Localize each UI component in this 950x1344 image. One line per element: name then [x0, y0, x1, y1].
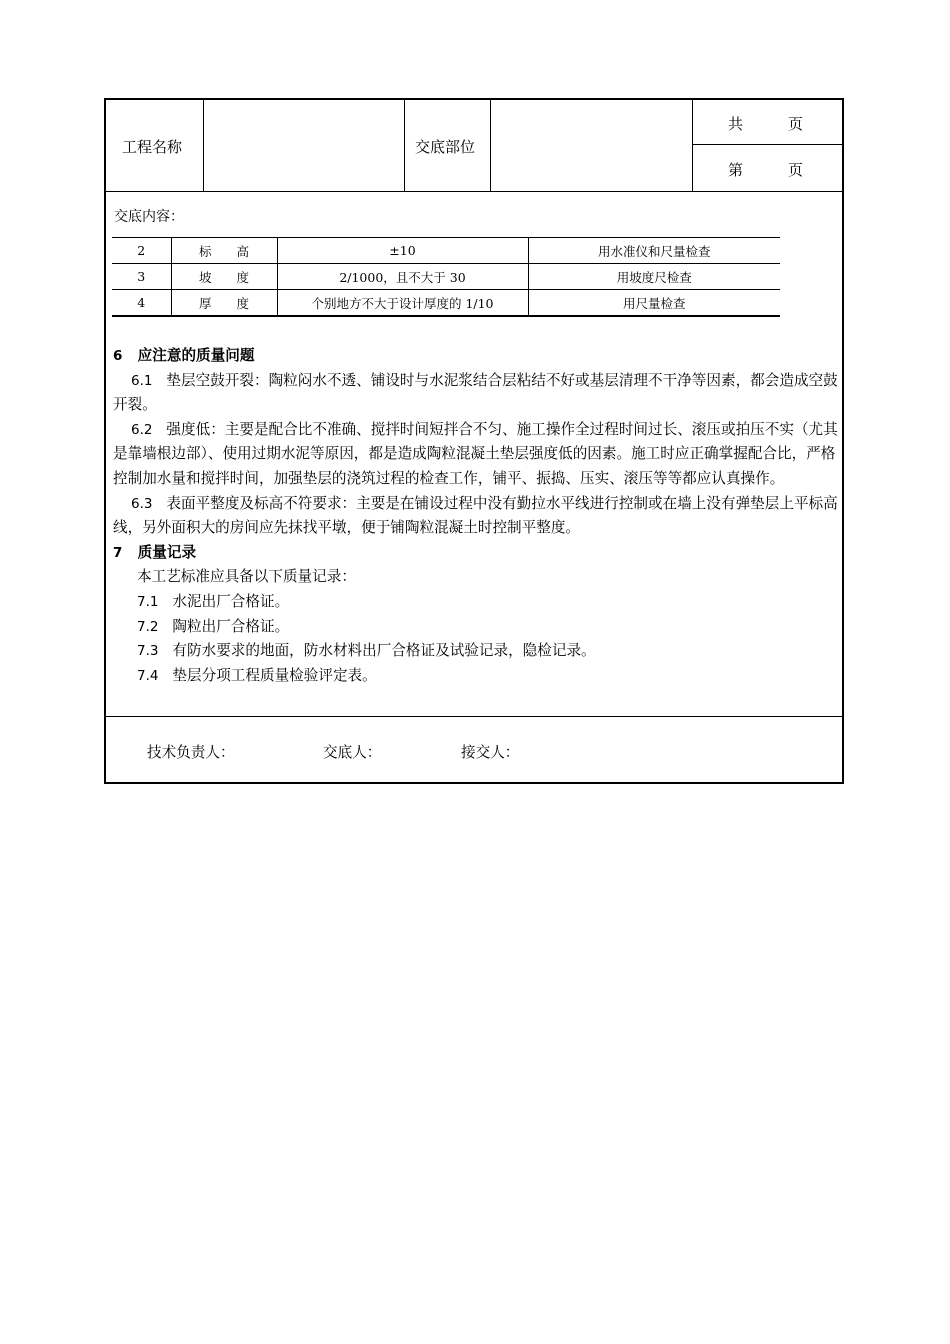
table-row	[112, 290, 780, 317]
row-item: 标 高	[171, 238, 277, 264]
row-tolerance: ±10	[277, 238, 528, 264]
row-tolerance: 个别地方不大于设计厚度的 1/10	[277, 290, 528, 317]
row-number: 2	[112, 238, 171, 264]
section-6-2: 6.2 强度低：主要是配合比不准确、搅拌时间短拌合不匀、施工操作全过程时间过长、滚压或拍压不实（尤其是靠墙根边部）、使用过期水泥等原因，都是造成陶粒混凝土垫层强度低的因素。施工时应正确掌握配合比，严格控制加水量和搅拌时间，加强垫层的浇筑过程的检查工作，铺平、振捣、压实、滚压等等都应认真操作。	[113, 420, 838, 487]
row-method: 用坡度尺检查	[528, 264, 780, 290]
table-row	[112, 264, 780, 290]
section-6-heading: 6 应注意的质量问题	[113, 347, 255, 364]
disclosure-content	[113, 344, 841, 688]
total-pages: 共 页	[728, 115, 804, 133]
section-7-2: 7.2 陶粒出厂合格证。	[137, 617, 290, 635]
location-label: 交底部位	[415, 138, 476, 156]
signature-top-line	[105, 716, 844, 717]
section-7-1: 7.1 水泥出厂合格证。	[137, 592, 290, 610]
tech-lead-signature-label: 技术负责人：	[147, 744, 235, 761]
row-tolerance: 2/1000，且不大于 30	[277, 264, 528, 290]
table-row	[112, 238, 780, 264]
section-7-3: 7.3 有防水要求的地面，防水材料出厂合格证及试验记录，隐检记录。	[137, 642, 596, 660]
header-divider	[490, 99, 491, 191]
header-divider	[404, 99, 405, 191]
header-divider	[692, 99, 693, 191]
tolerance-table	[112, 237, 780, 317]
section-7-heading: 7 质量记录	[113, 543, 197, 561]
row-number: 4	[112, 290, 171, 317]
row-method: 用尺量检查	[528, 290, 780, 317]
row-method: 用水准仪和尺量检查	[528, 238, 780, 264]
header-divider	[692, 144, 844, 145]
project-name-label: 工程名称	[122, 138, 183, 156]
section-7-intro: 本工艺标准应具备以下质量记录：	[137, 568, 356, 586]
content-label: 交底内容：	[114, 209, 184, 225]
receiver-signature-label: 接交人：	[461, 744, 520, 761]
header-divider	[203, 99, 204, 191]
section-6-3: 6.3 表面平整度及标高不符要求：主要是在铺设过程中没有勤拉水平线进行控制或在墙上没有弹垫层上平标高线，另外面积大的房间应先抹找平墩，便于铺陶粒混凝土时控制平整度。	[113, 494, 838, 537]
row-item: 坡 度	[171, 264, 277, 290]
row-number: 3	[112, 264, 171, 290]
section-7-4: 7.4 垫层分项工程质量检验评定表。	[137, 666, 377, 684]
discloser-signature-label: 交底人：	[323, 744, 382, 761]
row-item: 厚 度	[171, 290, 277, 317]
header-bottom-line	[105, 191, 844, 192]
section-6-1: 6.1 垫层空鼓开裂：陶粒闷水不透、铺设时与水泥浆结合层粘结不好或基层清理不干净等因素，都会造成空鼓开裂。	[113, 371, 838, 414]
page-number: 第 页	[728, 161, 804, 179]
